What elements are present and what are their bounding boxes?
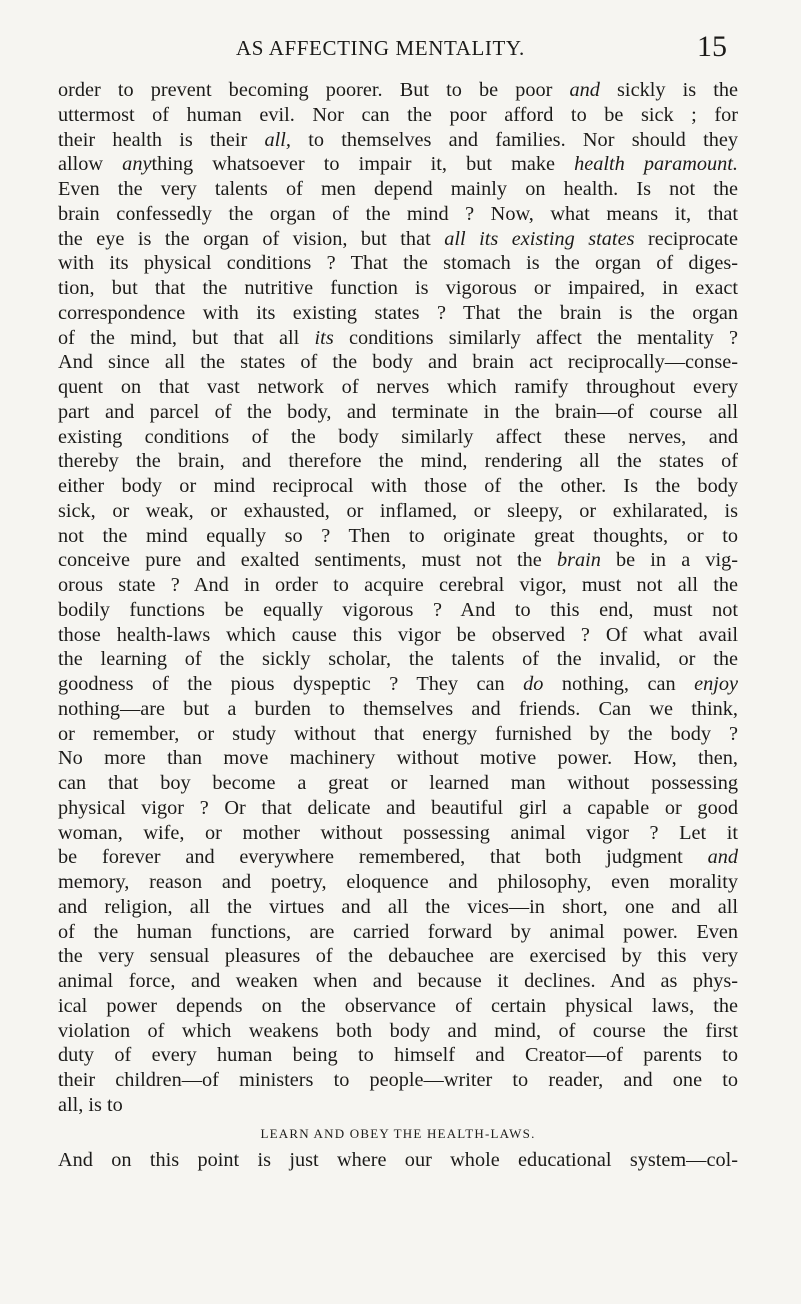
emphasis-heading: LEARN AND OBEY THE HEALTH-LAWS. [260, 1125, 536, 1141]
text-line: goodness of the pious dyspeptic ? They can do nothing, can enjoy [58, 673, 738, 695]
text-line: existing conditions of the body similarly affect these nerves, and [58, 425, 738, 448]
text-line: the very sensual pleasures of the debauchee are exercised by this very [58, 945, 738, 968]
running-head: AS AFFECTING MENTALITY. [236, 36, 525, 60]
text-line: tion, but that the nutritive function is vigorous or impaired, in exact [58, 277, 738, 299]
text-line: those health-laws which cause this vigor be observed ? Of what avail [58, 623, 738, 646]
text-line: conceive pure and exalted sentiments, must not the brain be in a vig- [58, 549, 738, 572]
text-line: memory, reason and poetry, eloquence and philosophy, even morality [58, 871, 738, 893]
text-line: or remember, or study without that energy furnished by the body ? [58, 722, 738, 745]
text-line: all, is to [58, 1093, 123, 1116]
text-line: be forever and everywhere remembered, that both judgment and [58, 846, 738, 869]
text-line: not the mind equally so ? Then to originate great thoughts, or to [58, 524, 738, 547]
text-line: physical vigor ? Or that delicate and beautiful girl a capable or good [58, 796, 738, 819]
text-line: ical power depends on the observance of certain physical laws, the [58, 994, 738, 1017]
text-line: animal force, and weaken when and because it declines. And as phys- [58, 970, 738, 992]
text-line: of the human functions, are carried forward by animal power. Even [58, 920, 738, 943]
text-line: the learning of the sickly scholar, the talents of the invalid, or the [58, 648, 738, 671]
text-line: of the mind, but that all its conditions similarly affect the mentality ? [58, 326, 738, 349]
text-line: correspondence with its existing states ? That the brain is the organ [58, 301, 738, 324]
text-line: thereby the brain, and therefore the mind, rendering all the states of [58, 450, 738, 473]
text-line: either body or mind reciprocal with those of the other. Is the body [58, 475, 738, 497]
text-line: duty of every human being to himself and Creator—of parents to [58, 1044, 738, 1067]
text-line: And since all the states of the body and brain act reciprocally—conse- [58, 351, 738, 374]
text-line: No more than move machinery without motive power. How, then, [58, 747, 738, 770]
text-line: quent on that vast network of nerves which ramify throughout every [58, 376, 738, 398]
text-line: part and parcel of the body, and terminate in the brain—of course all [58, 400, 738, 423]
text-line: And on this point is just where our whole educational system—col- [58, 1149, 738, 1172]
text-line: Even the very talents of men depend mainly on health. Is not the [58, 178, 738, 200]
text-line: bodily functions be equally vigorous ? And to this end, must not [58, 598, 738, 621]
text-line: their health is their all, to themselves and families. Nor should they [58, 128, 738, 151]
page-number: 15 [697, 30, 727, 63]
page-header [0, 30, 801, 70]
text-line: allow anything whatsoever to impair it, but make health paramount. [58, 153, 738, 176]
text-line: violation of which weakens both body and mind, of course the first [58, 1019, 738, 1042]
text-line: order to prevent becoming poorer. But to be poor and sickly is the [58, 79, 738, 101]
text-line: woman, wife, or mother without possessing animal vigor ? Let it [58, 821, 738, 844]
text-line: and religion, all the virtues and all the vices—in short, one and all [58, 895, 738, 918]
text-line: with its physical conditions ? That the stomach is the organ of diges- [58, 252, 738, 275]
text-line: nothing—are but a burden to themselves and friends. Can we think, [58, 697, 738, 720]
text-line: brain confessedly the organ of the mind ? Now, what means it, that [58, 202, 738, 225]
text-line: can that boy become a great or learned man without possessing [58, 772, 738, 794]
text-line: uttermost of human evil. Nor can the poor afford to be sick ; for [58, 103, 738, 126]
text-line: sick, or weak, or exhausted, or inflamed, or sleepy, or exhilarated, is [58, 499, 738, 522]
text-line: the eye is the organ of vision, but that all its existing states reciprocate [58, 227, 739, 250]
text-line: orous state ? And in order to acquire cerebral vigor, must not all the [58, 574, 738, 596]
body-text [58, 78, 738, 1173]
text-line: their children—of ministers to people—writer to reader, and one to [58, 1069, 738, 1091]
